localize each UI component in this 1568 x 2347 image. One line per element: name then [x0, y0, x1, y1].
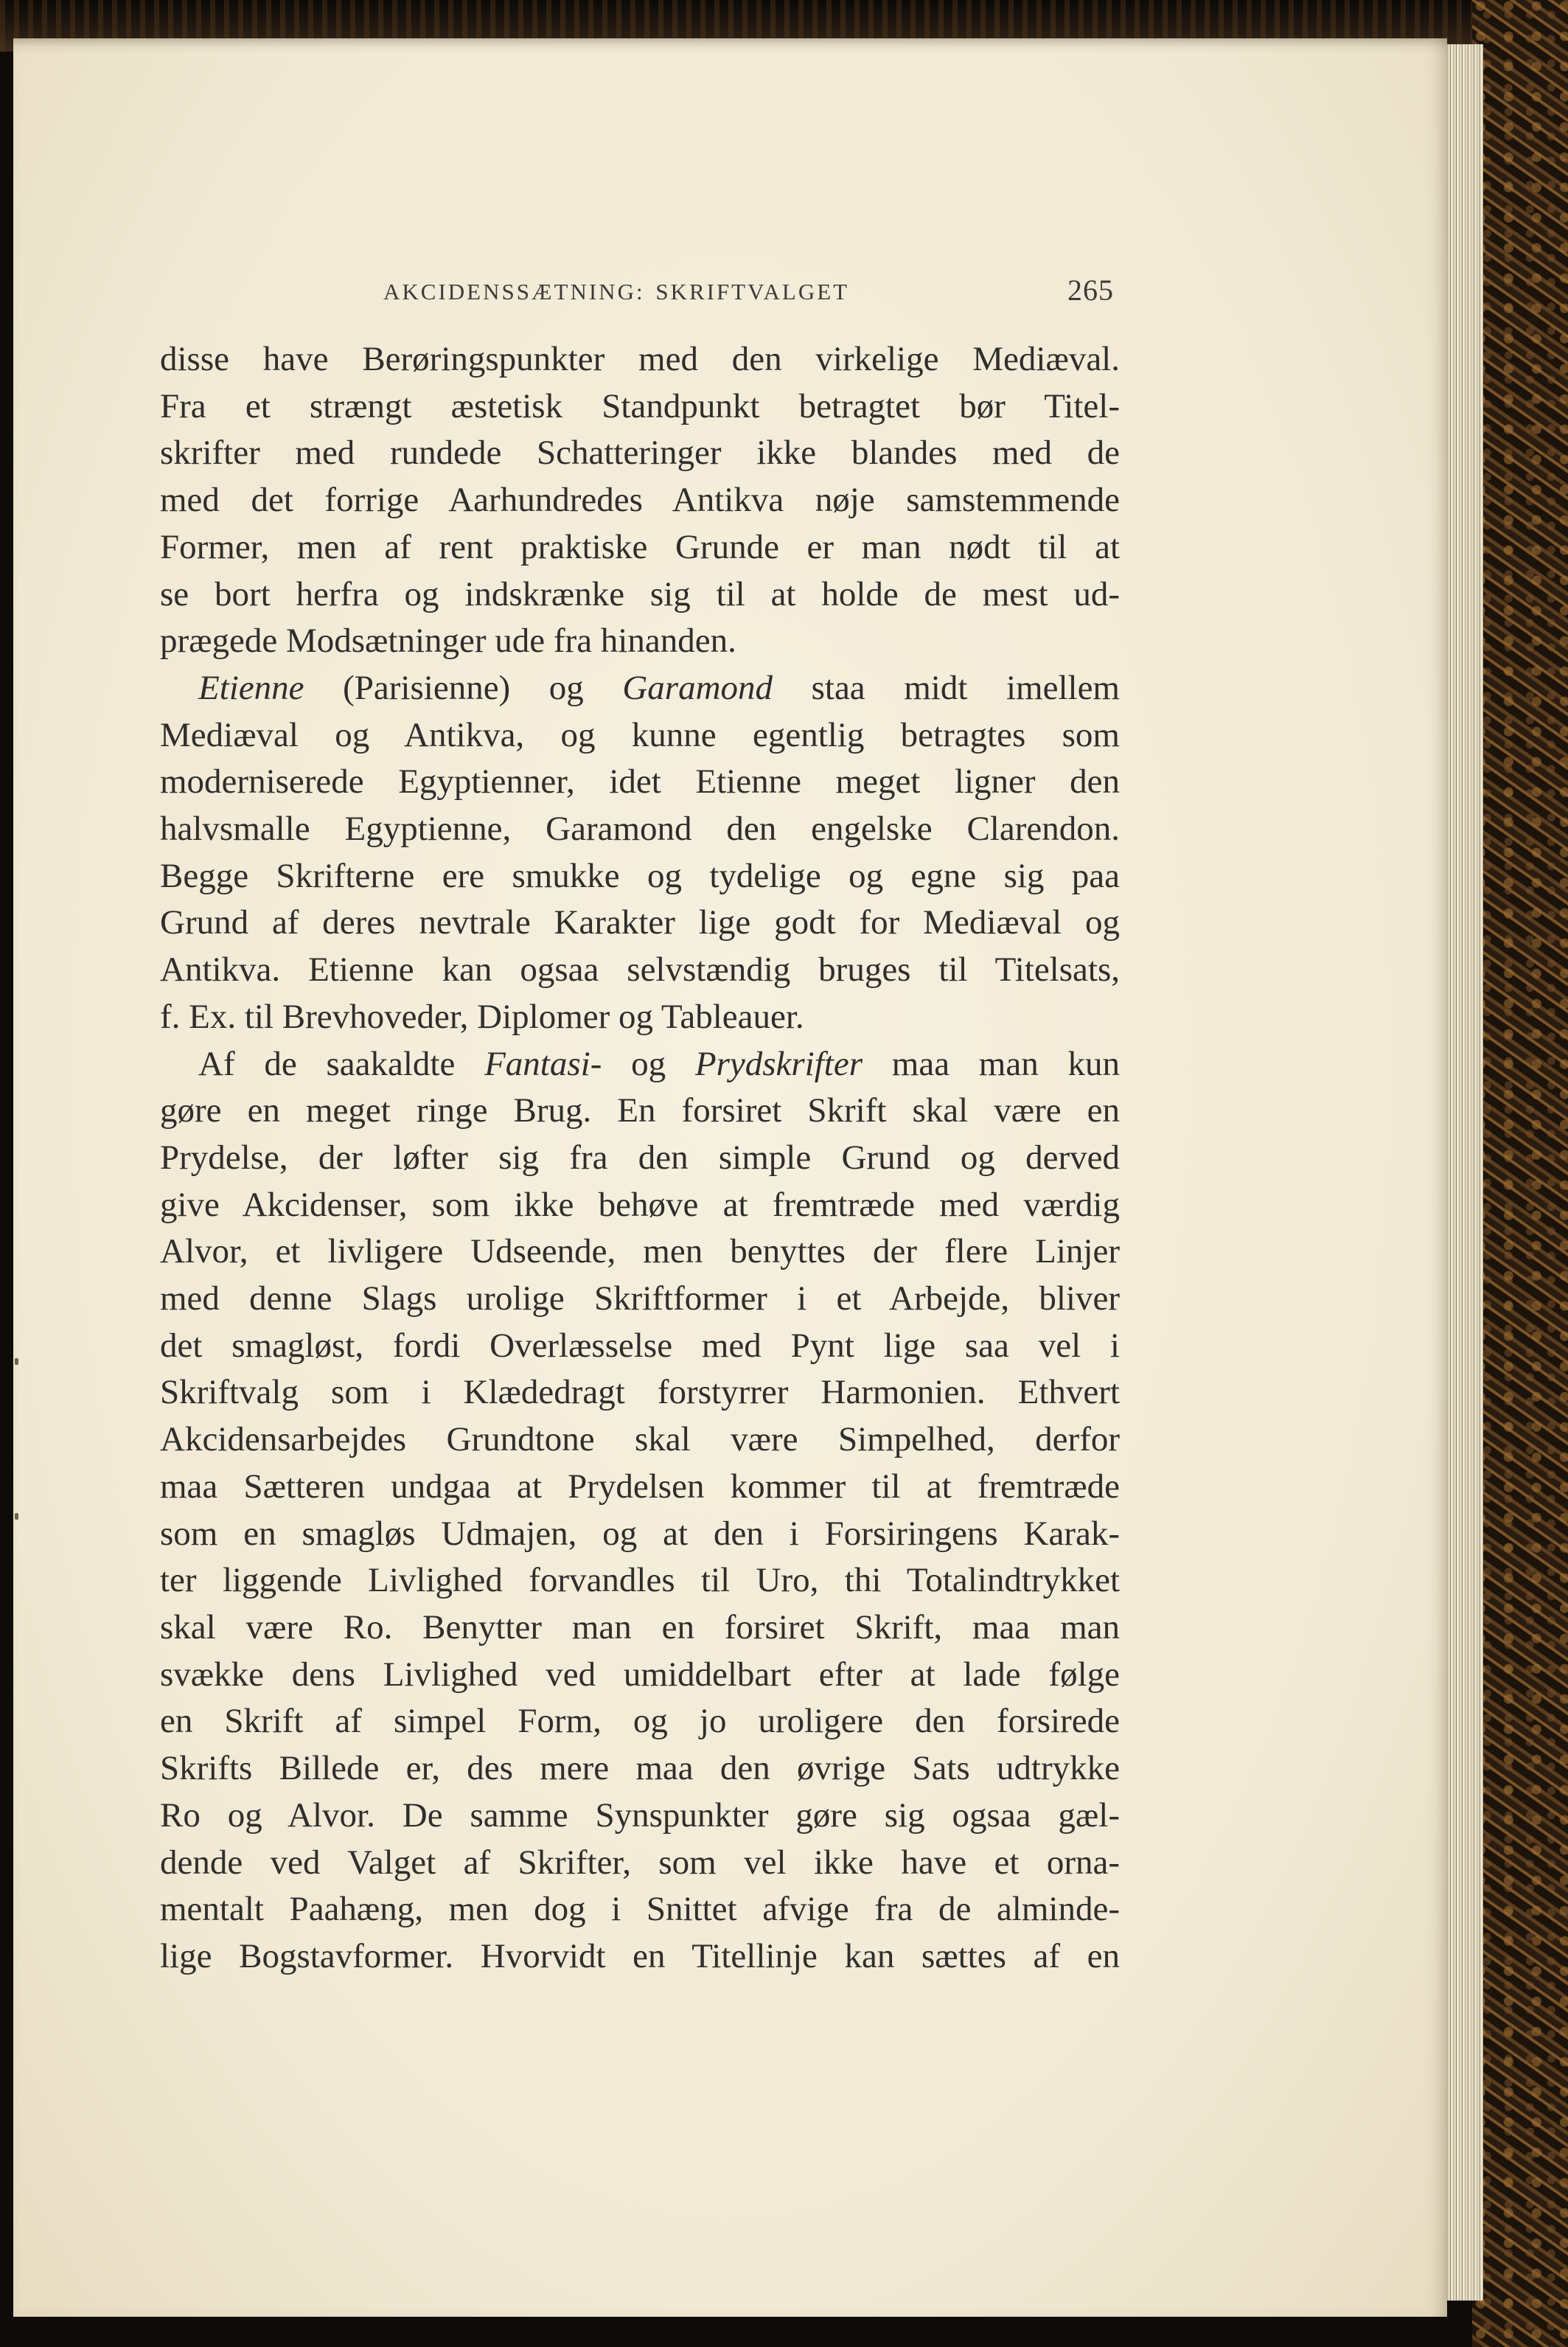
text-line: Former, men af rent praktiske Grunde er man nødt til at: [160, 527, 1120, 566]
marbled-cover-board: [1472, 0, 1568, 2347]
text-line: moderniserede Egyptienner, idet Etienne meget ligner den: [160, 762, 1120, 802]
text-run: og: [602, 1044, 695, 1083]
text-line: Skrifts Billede er, des mere maa den øvrige Sats udtrykke: [160, 1749, 1120, 1788]
paragraph-3: [160, 1041, 1120, 1981]
text-line: prægede Modsætninger ude fra hinanden.: [160, 622, 736, 661]
running-head: AKCIDENSSÆTNING: SKRIFTVALGET: [383, 279, 850, 305]
text-line: Alvor, et livligere Udseende, men benyttes der flere Linjer: [160, 1232, 1120, 1271]
text-run: Af de saakaldte: [198, 1044, 485, 1083]
paragraph-1: [160, 336, 1120, 665]
italic-term: Prydskrifter: [694, 1044, 863, 1083]
text-line: skrifter med rundede Schatteringer ikke blandes med de: [160, 434, 1120, 473]
text-line: som en smagløs Udmajen, og at den i Forsiringens Karak-: [160, 1514, 1120, 1553]
text-line: svække dens Livlighed ved umiddelbart efter at lade følge: [160, 1655, 1120, 1694]
text-line: dende ved Valget af Skrifter, som vel ikke have et orna-: [160, 1843, 1120, 1882]
text-line: Antikva. Etienne kan ogsaa selvstændig bruges til Titelsats,: [160, 950, 1120, 990]
text-line: skal være Ro. Benytter man en forsiret Skrift, maa man: [160, 1607, 1120, 1647]
paragraph-2: [160, 665, 1120, 1041]
text-line: [160, 1041, 1120, 1088]
text-line: med denne Slags urolige Skriftformer i et Arbejde, bliver: [160, 1279, 1120, 1318]
text-line: Skriftvalg som i Klædedragt forstyrrer Harmonien. Ethvert: [160, 1373, 1120, 1412]
text-line: gøre en meget ringe Brug. En forsiret Skrift skal være en: [160, 1091, 1120, 1130]
edge-speck: [15, 1513, 18, 1520]
text-line: maa Sætteren undgaa at Prydelsen kommer til at fremtræde: [160, 1467, 1120, 1506]
text-line: se bort herfra og indskrænke sig til at holde de mest ud-: [160, 574, 1120, 613]
text-line: Mediæval og Antikva, og kunne egentlig betragtes som: [160, 715, 1120, 754]
page-number: 265: [1067, 274, 1114, 307]
text-line: Grund af deres nevtrale Karakter lige godt for Mediæval og: [160, 903, 1120, 942]
text-line: f. Ex. til Brevhoveder, Diplomer og Tableauer.: [160, 997, 804, 1036]
text-line: mentalt Paahæng, men dog i Snittet afvige fra de alminde-: [160, 1890, 1120, 1929]
italic-term: Fantasi-: [484, 1044, 602, 1083]
edge-speck: [15, 1358, 18, 1365]
text-run: maa man kun: [863, 1044, 1120, 1083]
text-run: (Parisienne) og: [304, 668, 623, 707]
text-line: halvsmalle Egyptienne, Garamond den engelske Clarendon.: [160, 810, 1120, 849]
text-line: det smagløst, fordi Overlæsselse med Pynt lige saa vel i: [160, 1326, 1120, 1365]
text-line: Begge Skrifterne ere smukke og tydelige og egne sig paa: [160, 856, 1120, 895]
italic-term: Garamond: [622, 668, 773, 707]
text-line: Prydelse, der løfter sig fra den simple Grund og derved: [160, 1138, 1120, 1177]
text-line: give Akcidenser, som ikke behøve at fremtræde med værdig: [160, 1185, 1120, 1224]
text-line: med det forrige Aarhundredes Antikva nøje samstemmende: [160, 481, 1120, 520]
text-line: Fra et strængt æstetisk Standpunkt betragtet bør Titel-: [160, 386, 1120, 425]
text-line: disse have Berøringspunkter med den virkelige Mediæval.: [160, 340, 1120, 378]
text-line: lige Bogstavformer. Hvorvidt en Titellinje kan sættes af en: [160, 1936, 1120, 1975]
text-run: staa midt imellem: [773, 668, 1120, 707]
body-text: [160, 336, 1120, 1981]
text-line: en Skrift af simpel Form, og jo uroligere den forsirede: [160, 1702, 1120, 1741]
italic-term: Etienne: [198, 668, 304, 707]
text-line: Akcidensarbejdes Grundtone skal være Simpelhed, derfor: [160, 1420, 1120, 1459]
text-line: [160, 665, 1120, 712]
text-line: Ro og Alvor. De samme Synspunkter gøre sig ogsaa gæl-: [160, 1795, 1120, 1835]
text-line: ter liggende Livlighed forvandles til Uro, thi Totalindtrykket: [160, 1561, 1120, 1600]
